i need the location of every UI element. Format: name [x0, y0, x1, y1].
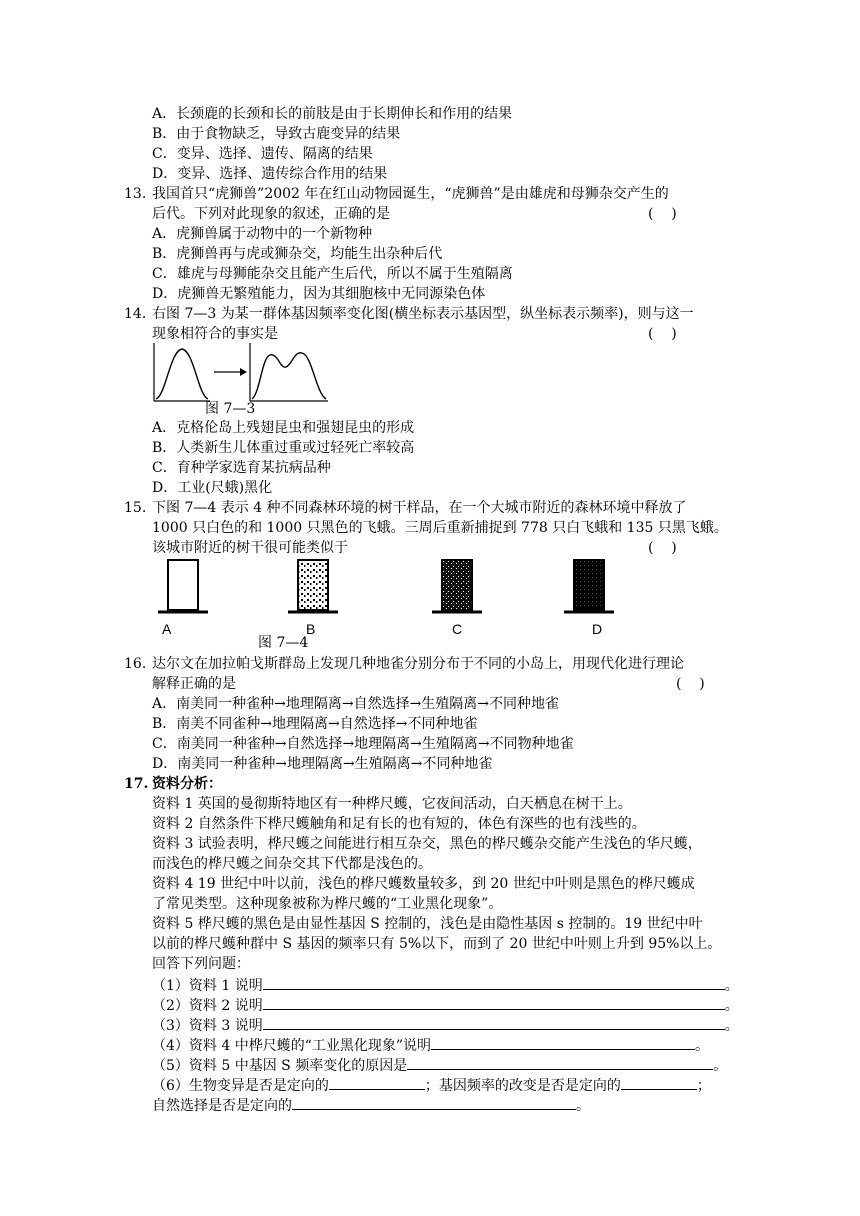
- q17-number: 17.: [124, 776, 149, 792]
- right-curve-plot: [250, 343, 328, 401]
- q12-option-d: D．变异、选择、遗传综合作用的结果: [152, 166, 388, 182]
- q17-sub-4: [152, 1034, 709, 1054]
- trunk-label-a: A: [162, 621, 172, 637]
- q15-stem-line3: 该城市附近的树干很可能类似于: [152, 540, 348, 556]
- q17-sub-3-blank[interactable]: [263, 1014, 725, 1030]
- q13-answer-paren: ( ): [648, 206, 677, 222]
- q17-sub-5-end: 。: [713, 1058, 728, 1074]
- q16-stem-line1: 达尔文在加拉帕戈斯群岛上发现几种地雀分别分布于不同的小岛上，用现代化进行理论: [152, 656, 684, 672]
- q14-answer-paren: ( ): [648, 326, 677, 342]
- q17-sub-6: [152, 1074, 711, 1094]
- q17-sub-6-end: 。: [576, 1098, 590, 1114]
- q15-answer-paren: ( ): [648, 540, 677, 556]
- q17-sub-2: [152, 994, 739, 1014]
- trunk-sample-a: [158, 560, 208, 612]
- q17-sub-5-label: （5）资料 5 中基因 S 频率变化的原因是: [152, 1058, 408, 1074]
- arrow-icon: [214, 368, 247, 376]
- q13-stem-line2: 后代。下列对此现象的叙述，正确的是: [152, 206, 390, 222]
- q15-stem-line1: 下图 7—4 表示 4 种不同森林环境的树干样品，在一个大城市附近的森林环境中释放了: [152, 500, 687, 516]
- q17-sub-5-blank[interactable]: [407, 1054, 713, 1070]
- q17-sub-6-label-c: 自然选择是否是定向的: [152, 1098, 292, 1114]
- q12-option-b: B．由于食物缺乏，导致古鹿变异的结果: [152, 126, 401, 142]
- q17-sub-2-blank[interactable]: [263, 994, 725, 1010]
- q17-material-3-line2: 而浅色的桦尺蠖之间杂交其下代都是浅色的。: [152, 856, 432, 872]
- q17-material-3-line1: 资料 3 试验表明，桦尺蠖之间能进行相互杂交，黑色的桦尺蠖杂交能产生浅色的华尺蠖，: [152, 836, 702, 852]
- q17-sub-6-semicolon: ；: [696, 1078, 711, 1094]
- q17-sub-5: [152, 1054, 727, 1074]
- q17-sub-1-label: （1）资料 1 说明: [152, 978, 263, 994]
- figure-7-3-caption: 图 7—3: [205, 401, 256, 417]
- q17-sub-2-label: （2）资料 2 说明: [152, 998, 263, 1014]
- q17-sub-4-label: （4）资料 4 中桦尺蠖的“工业黑化现象”说明: [152, 1038, 432, 1054]
- q13-option-d: D．虎狮兽无繁殖能力，因为其细胞核中无同源染色体: [152, 286, 486, 302]
- gene-frequency-figure: [152, 343, 332, 405]
- q16-option-a: A．南美同一种雀种→地理隔离→自然选择→生殖隔离→不同种地雀: [152, 696, 560, 712]
- q17-material-5-line1: 资料 5 桦尺蠖的黑色是由显性基因 S 控制的，浅色是由隐性基因 s 控制的。19 世纪中叶: [152, 916, 703, 932]
- q17-sub-2-end: 。: [724, 998, 739, 1014]
- q14-number: 14.: [124, 306, 147, 322]
- q17-sub-1-blank[interactable]: [263, 974, 725, 990]
- q13-stem-line1: 我国首只“虎狮兽”2002 年在红山动物园诞生，“虎狮兽”是由雄虎和母狮杂交产生的: [152, 186, 669, 202]
- q17-title: 资料分析：: [152, 776, 222, 792]
- q17-sub-6-label-a: （6）生物变异是否是定向的: [152, 1078, 329, 1094]
- q15-stem-line2: 1000 只白色的和 1000 只黑色的飞蛾。三周后重新捕捉到 778 只白飞蛾和 135 只黑飞蛾。: [152, 520, 728, 536]
- q16-answer-paren: ( ): [676, 676, 705, 692]
- q17-sub-4-end: 。: [695, 1038, 710, 1054]
- q15-number: 15.: [124, 500, 147, 516]
- trunk-label-b: B: [306, 621, 316, 637]
- q14-stem-line1: 右图 7—3 为某一群体基因频率变化图(横坐标表示基因型，纵坐标表示频率)，则与这一: [152, 306, 694, 322]
- q13-option-b: B．虎狮兽再与虎或狮杂交，均能生出杂种后代: [152, 246, 443, 262]
- trunk-label-d: D: [592, 621, 603, 637]
- q14-option-d: D．工业(尺蛾)黑化: [152, 480, 273, 496]
- q17-answer-prompt: 回答下列问题：: [152, 956, 250, 972]
- q17-material-5-line2: 以前的桦尺蠖种群中 S 基因的频率只有 5%以下，而到了 20 世纪中叶则上升到 95%以上。: [152, 936, 722, 952]
- q17-sub-6-blank-c[interactable]: [292, 1094, 576, 1110]
- left-curve-plot: [154, 343, 210, 401]
- figure-7-4-caption: 图 7—4: [258, 635, 309, 651]
- q13-number: 13.: [124, 186, 147, 202]
- q16-stem-line2: 解释正确的是: [152, 676, 236, 692]
- q17-sub-1-end: 。: [724, 978, 739, 994]
- q16-option-c: C．南美同一种雀种→自然选择→地理隔离→生殖隔离→不同物种地雀: [152, 736, 574, 752]
- trunk-sample-c: [432, 560, 482, 612]
- q17-sub-6-blank-b[interactable]: [621, 1074, 697, 1090]
- q17-sub-3: [152, 1014, 739, 1034]
- q17-material-4-line1: 资料 4 19 世纪中叶以前，浅色的桦尺蠖数量较多，到 20 世纪中叶则是黑色的桦尺蠖成: [152, 876, 695, 892]
- q17-sub-6-label-b: ；基因频率的改变是否是定向的: [424, 1078, 621, 1094]
- q17-material-2: 资料 2 自然条件下桦尺蠖触角和足有长的也有短的，体色有深些的也有浅些的。: [152, 816, 646, 832]
- q16-number: 16.: [124, 656, 147, 672]
- q12-option-a: A．长颈鹿的长颈和长的前肢是由于长期伸长和作用的结果: [152, 106, 513, 122]
- q14-option-c: C．育种学家选育某抗病品种: [152, 460, 331, 476]
- q16-option-b: B．南美不同雀种→地理隔离→自然选择→不同种地雀: [152, 716, 478, 732]
- q17-sub-1: [152, 974, 739, 994]
- q17-sub-6-blank-a[interactable]: [329, 1074, 425, 1090]
- q14-option-a: A．克格伦岛上残翅昆虫和强翅昆虫的形成: [152, 420, 415, 436]
- q17-sub-3-label: （3）资料 3 说明: [152, 1018, 263, 1034]
- tree-trunk-samples-figure: [150, 556, 630, 638]
- q14-stem-line2: 现象相符合的事实是: [152, 326, 278, 342]
- q17-sub-6-cont: [152, 1094, 590, 1114]
- q17-material-4-line2: 了常见类型。这种现象被称为桦尺蠖的“工业黑化现象”。: [152, 896, 503, 912]
- q16-option-d: D．南美同一种雀种→地理隔离→生殖隔离→不同种地雀: [152, 756, 493, 772]
- q14-option-b: B．人类新生儿体重过重或过轻死亡率较高: [152, 440, 415, 456]
- q13-option-a: A．虎狮兽属于动物中的一个新物种: [152, 226, 373, 242]
- q12-option-c: C．变异、选择、遗传、隔离的结果: [152, 146, 373, 162]
- q17-sub-3-end: 。: [724, 1018, 739, 1034]
- q17-sub-4-blank[interactable]: [431, 1034, 695, 1050]
- trunk-label-c: C: [452, 621, 463, 637]
- q13-option-c: C．雄虎与母狮能杂交且能产生后代，所以不属于生殖隔离: [152, 266, 513, 282]
- trunk-sample-b: [288, 560, 338, 612]
- trunk-sample-d: [564, 560, 614, 612]
- q17-material-1: 资料 1 英国的曼彻斯特地区有一种桦尺蠖，它夜间活动，白天栖息在树干上。: [152, 796, 632, 812]
